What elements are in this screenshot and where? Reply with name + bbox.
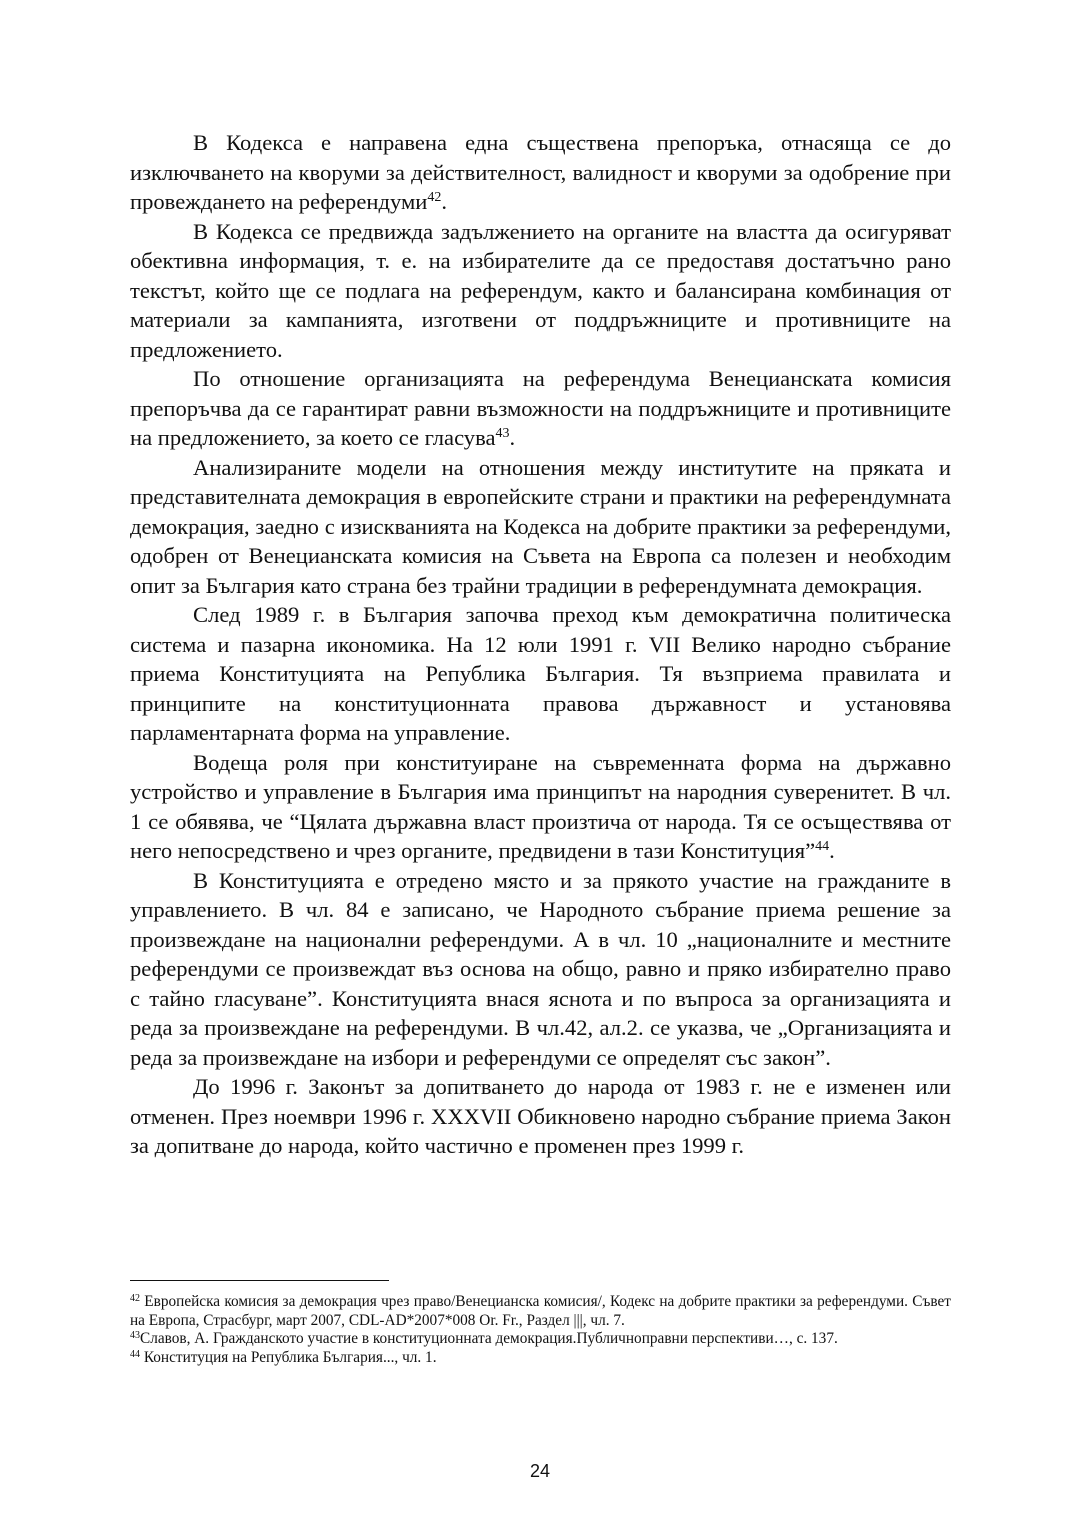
paragraph-1: В Кодекса е направена една съществена препоръка, отнасяща се до изключването на кворуми за действителност, валидност и кворуми за одобрение при провеждането на референдуми$^{42}$.: [130, 130, 951, 214]
footnotes: [130, 1293, 951, 1367]
footnote-ref-42[interactable]: 42: [427, 190, 442, 205]
footnote-44: $^{44}$ Конституция на Република България..., чл. 1.: [130, 1348, 437, 1366]
paragraph-8: До 1996 г. Законът за допитването до народа от 1983 г. не е изменен или отменен. През ноември 1996 г. XXXVII Обикновено народно събрание приема Закон за допитване до народа, който частично е променен през 1999 г.: [130, 1074, 951, 1158]
paragraph-7: В Конституцията е отредено място и за прякото участие на гражданите в управлението. В чл. 84 е записано, че Народното събрание приема решение за произвеждане на национални референдуми. А в чл. 10 „националните и местните референдуми се произвеждат въз основа на общо, равно и пряко избирателно право с тайно гласуване”. Конституцията внася яснота и по въпроса за организацията и реда за произвеждане на референдуми. В чл.42, ал.2. се указва, че „Организацията и реда за произвеждане на избори и референдуми се определят със закон”.: [130, 867, 951, 1070]
footnote-number: 42: [130, 1293, 140, 1304]
footnote-number: 43: [130, 1330, 140, 1342]
footnote-43: $^{43}$Славов, А. Гражданското участие в конституционната демокрация.Публичноправни перспективи…, с. 137.: [130, 1330, 838, 1348]
footnote-ref-43[interactable]: 43: [495, 426, 510, 441]
footnote-number: 44: [130, 1348, 140, 1360]
footnote-separator: [130, 1280, 389, 1281]
footnote-42: $^{42}$ Европейска комисия за демокрация чрез право/Венецианска комисия/, Кодекс на добрите практики за референдуми. Съвет на Европа, Страсбург, март 2007, CDL-AD*2007*008 Or. Fr., Раздел |||, чл. 7.: [130, 1293, 951, 1329]
paragraph-2: В Кодекса се предвижда задължението на органите на властта да осигуряват обективна информация, т. е. на избирателите да се предоставя достатъчно рано текстът, който ще се подлага на референдум, както и балансирана комбинация от материали за кампанията, изготвени от поддръжниците и противниците на предложението.: [130, 218, 951, 362]
page-body: [130, 128, 951, 1161]
paragraph-3: По отношение организацията на референдума Венецианската комисия препоръчва да се гарантират равни възможности на поддръжниците и противниците на предложението, за което се гласува$^{43}$.: [130, 366, 951, 450]
paragraph-6: Водеща роля при конституиране на съвременната форма на държавно устройство и управление в България има принципът на народния суверенитет. В чл. 1 се обявява, че “Цялата държавна власт произтича от народа. Тя се осъществява от него непосредствено и чрез органите, предвидени в тази Конституция”$^{44}$.: [130, 749, 951, 863]
paragraph-4: Анализираните модели на отношения между институтите на пряката и представителната демокрация в европейските страни и практики на референдумната демокрация, заедно с изискванията на Кодекса на добрите практики за референдуми, одобрен от Венецианската комисия на Съвета на Европа са полезен и необходим опит за България като страна без трайни традиции в референдумната демокрация.: [130, 454, 951, 598]
paragraph-5: След 1989 г. в България започва преход към демократична политическа система и пазарна икономика. На 12 юли 1991 г. VII Велико народно събрание приема Конституцията на Република България. Тя възприема правилата и принципите на конституционната правова държавност и установява парламентарната форма на управление.: [130, 602, 951, 745]
page-number: 24: [529, 1461, 551, 1481]
footnote-ref-44[interactable]: 44: [815, 839, 830, 854]
